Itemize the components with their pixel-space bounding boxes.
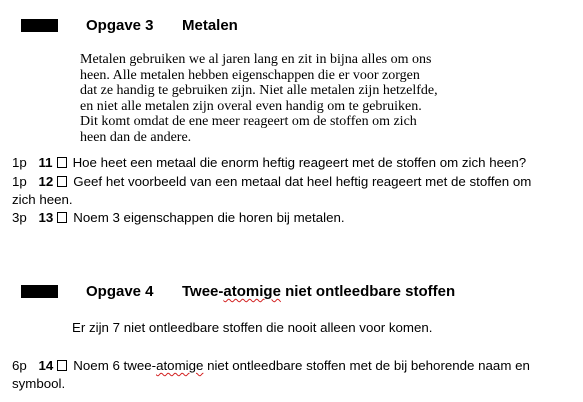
question-text xyxy=(12,358,530,391)
section-title: Metalen xyxy=(182,17,238,34)
question-11 xyxy=(12,154,572,172)
question-points: 3p xyxy=(12,210,27,225)
question-points: 6p xyxy=(12,358,27,373)
section-title xyxy=(182,283,455,301)
question-number: 12 xyxy=(38,174,54,189)
spellcheck-flagged-word[interactable]: atomige xyxy=(156,358,204,373)
question-13 xyxy=(12,209,572,227)
question-12 xyxy=(12,173,552,209)
redacted-block xyxy=(21,285,58,298)
checkbox-icon[interactable] xyxy=(57,176,67,187)
title-part: niet ontleedbare stoffen xyxy=(280,283,456,300)
section-sentence: Er zijn 7 niet ontleedbare stoffen die nooit alleen voor komen. xyxy=(72,320,433,335)
checkbox-icon[interactable] xyxy=(57,157,67,168)
checkbox-icon[interactable] xyxy=(57,360,67,371)
question-number: 11 xyxy=(38,155,53,170)
text-part: niet ontleedbare stoffen met de bij behorende naam en symbool. xyxy=(12,358,530,391)
question-14 xyxy=(12,357,560,393)
text-part: Noem 6 twee- xyxy=(73,358,157,373)
redacted-block xyxy=(21,19,58,32)
question-points: 1p xyxy=(12,155,27,170)
question-points: 1p xyxy=(12,174,27,189)
question-number: 14 xyxy=(38,358,54,373)
question-text: Hoe heet een metaal die enorm heftig reageert met de stoffen om zich heen? xyxy=(72,155,527,170)
section-number: Opgave 3 xyxy=(86,17,154,34)
question-number: 13 xyxy=(38,210,54,225)
section-number: Opgave 4 xyxy=(86,283,154,300)
checkbox-icon[interactable] xyxy=(57,212,67,223)
question-text: Geef het voorbeeld van een metaal dat heel heftig reageert met de stoffen om zich heen. xyxy=(12,174,532,207)
title-part: Twee- xyxy=(182,283,224,300)
question-text: Noem 3 eigenschappen die horen bij metalen. xyxy=(73,210,345,225)
intro-paragraph: Metalen gebruiken we al jaren lang en zit in bijna alles om ons heen. Alle metalen hebben eigenschappen die er voor zorgen dat ze handig te gebruiken zijn. Niet alle metalen zijn hetzelfde, en niet alle metalen zijn overal even handig om te gebruiken. Dit komt omdat de ene meer reageert om de stoffen om zich heen dan de andere. xyxy=(80,52,438,145)
spellcheck-flagged-word[interactable]: atomige xyxy=(223,283,281,300)
